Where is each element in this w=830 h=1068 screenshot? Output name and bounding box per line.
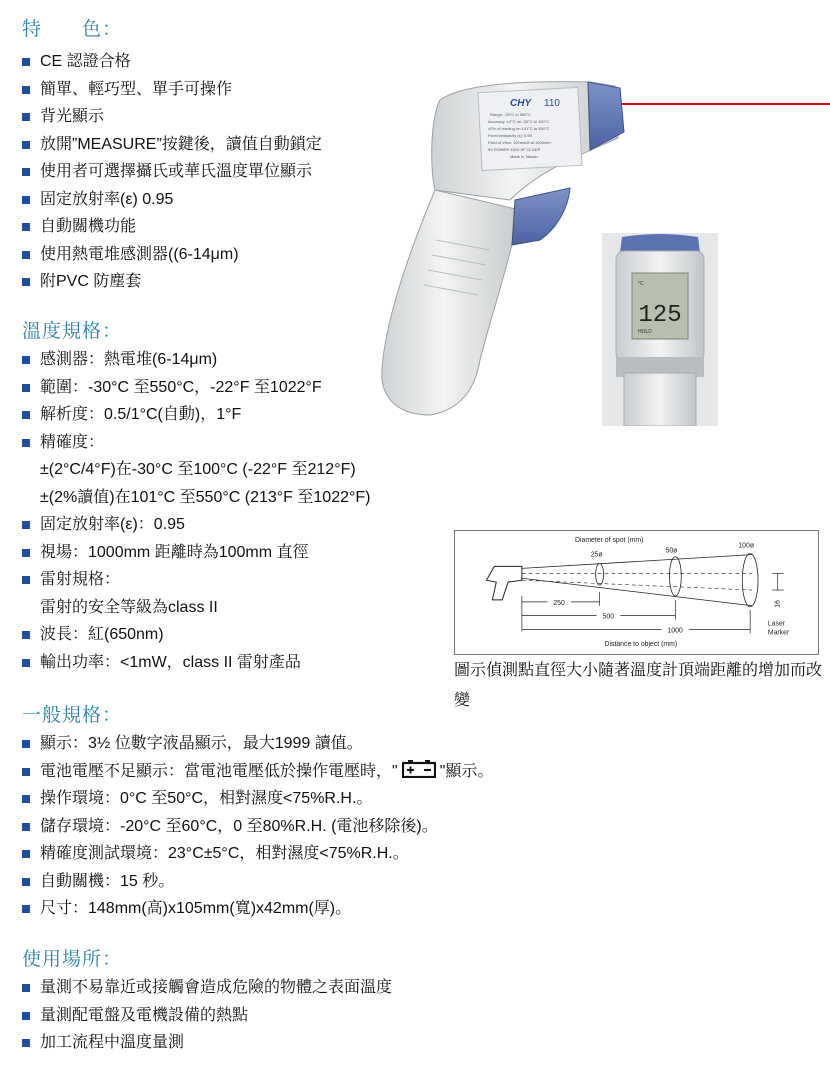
spot-label-50: 50ø [665,547,678,555]
list-item: 自動關機：15 秒。 [22,868,493,896]
list-item: 量測配電盤及電機設備的熱點 [22,1002,392,1030]
list-item-continuation: ±(2%讀值)在101°C 至550°C (213°F 至1022°F) [40,488,371,506]
lcd-reading: 125 [638,302,682,329]
side-value: 16 [774,600,782,608]
list-item: 儲存環境：-20°C 至60°C，0 至80%R.H. (電池移除後)。 [22,813,493,841]
brand-logo: CHY [510,98,532,109]
list-item: 附PVC 防塵套 [22,268,322,296]
list-item: 解析度：0.5/1°C(自動)，1°F [22,401,371,429]
list-item [22,758,493,786]
list-item: 固定放射率(ε)：0.95 [22,511,371,539]
features-list [22,48,322,296]
lcd-unit: °C [638,281,644,287]
temp-spec-title: 溫度規格： [22,321,123,342]
list-item-text: 電池電壓不足顯示：當電池電壓低於操作電壓時，" [40,762,398,780]
label-line: Fixed emissivity (ε): 0.95 [488,133,532,138]
thermometer-photo [340,60,830,440]
lcd-hold: HOLD [638,329,652,335]
list-item: 自動關機功能 [22,213,322,241]
spot-label-100: 100ø [738,542,755,550]
list-item: 使用熱電堆感測器((6-14μm) [22,241,322,269]
list-item: CE 認證合格 [22,48,322,76]
label-line: 9V POWER 100V 9F 22 DEP [488,147,541,152]
list-item: 輸出功率：<1mW，class II 雷射產品 [22,649,371,677]
general-spec-title: 一般規格： [22,705,123,726]
list-item: 精確度： [22,429,371,457]
list-item: 固定放射率(ε) 0.95 [22,186,322,214]
list-item: 加工流程中溫度量測 [22,1029,392,1057]
spot-label-25: 25ø [590,551,603,559]
list-item: 量測不易靠近或接觸會造成危險的物體之表面溫度 [22,974,392,1002]
list-item-text: "顯示。 [439,762,494,780]
list-item: 範圍：-30°C 至550°C，-22°F 至1022°F [22,374,371,402]
diagram-caption: 圖示偵測點直徑大小隨著溫度計頂端距離的增加而改變 [454,662,823,709]
distance-label-250: 250 [553,599,565,607]
model-label: 110 [544,98,560,109]
list-item: 感測器：熱電堆(6-14μm) [22,346,371,374]
marker-label: Marker [767,629,790,637]
usage-list [22,974,392,1057]
list-item: 視場：1000mm 距離時為100mm 直徑 [22,539,371,567]
label-line: Accuracy: ±2°C on -30°C to 100°C [488,119,550,124]
list-item-continuation: 雷射的安全等級為class II [40,598,218,616]
label-line: ±2% of reading on 101°C to 550°C [488,126,550,131]
usage-title: 使用場所： [22,949,123,970]
general-spec-list [22,730,493,923]
list-item-continuation: ±(2°C/4°F)在-30°C 至100°C (-22°F 至212°F) [40,461,356,478]
list-item: 顯示：3½ 位數字液晶顯示，最大1999 讀值。 [22,730,493,758]
list-item: 操作環境：0°C 至50°C，相對濕度<75%R.H.。 [22,785,493,813]
distance-label-500: 500 [602,613,615,621]
spot-size-diagram [454,530,819,655]
list-item: 簡單、輕巧型、單手可操作 [22,76,322,104]
label-line: Range: -30°C to 550°C [490,112,531,117]
list-item: 雷射規格： [22,566,371,594]
list-item: 使用者可選擇攝氏或華氏溫度單位顯示 [22,158,322,186]
lcd-display-photo [602,233,718,426]
battery-low-icon [402,760,436,778]
diagram-top-label: Diameter of spot (mm) [575,536,644,544]
list-item: 波長：紅(650nm) [22,621,371,649]
list-item: 尺寸：148mm(高)x105mm(寬)x42mm(厚)。 [22,895,493,923]
label-line: Field of View: 100mmØ at 1000mm [488,140,551,145]
features-title: 特 色： [22,19,123,40]
label-line: Made in Taiwan [510,154,538,159]
laser-label: Laser [767,620,786,628]
distance-label-1000: 1000 [667,627,683,635]
list-item: 精確度測試環境：23°C±5°C，相對濕度<75%R.H.。 [22,840,493,868]
list-item: 背光顯示 [22,103,322,131]
diagram-bottom-label: Distance to object (mm) [604,641,678,649]
temp-spec-list [22,346,371,676]
list-item: 放開”MEASURE”按鍵後，讀值自動鎖定 [22,131,322,159]
